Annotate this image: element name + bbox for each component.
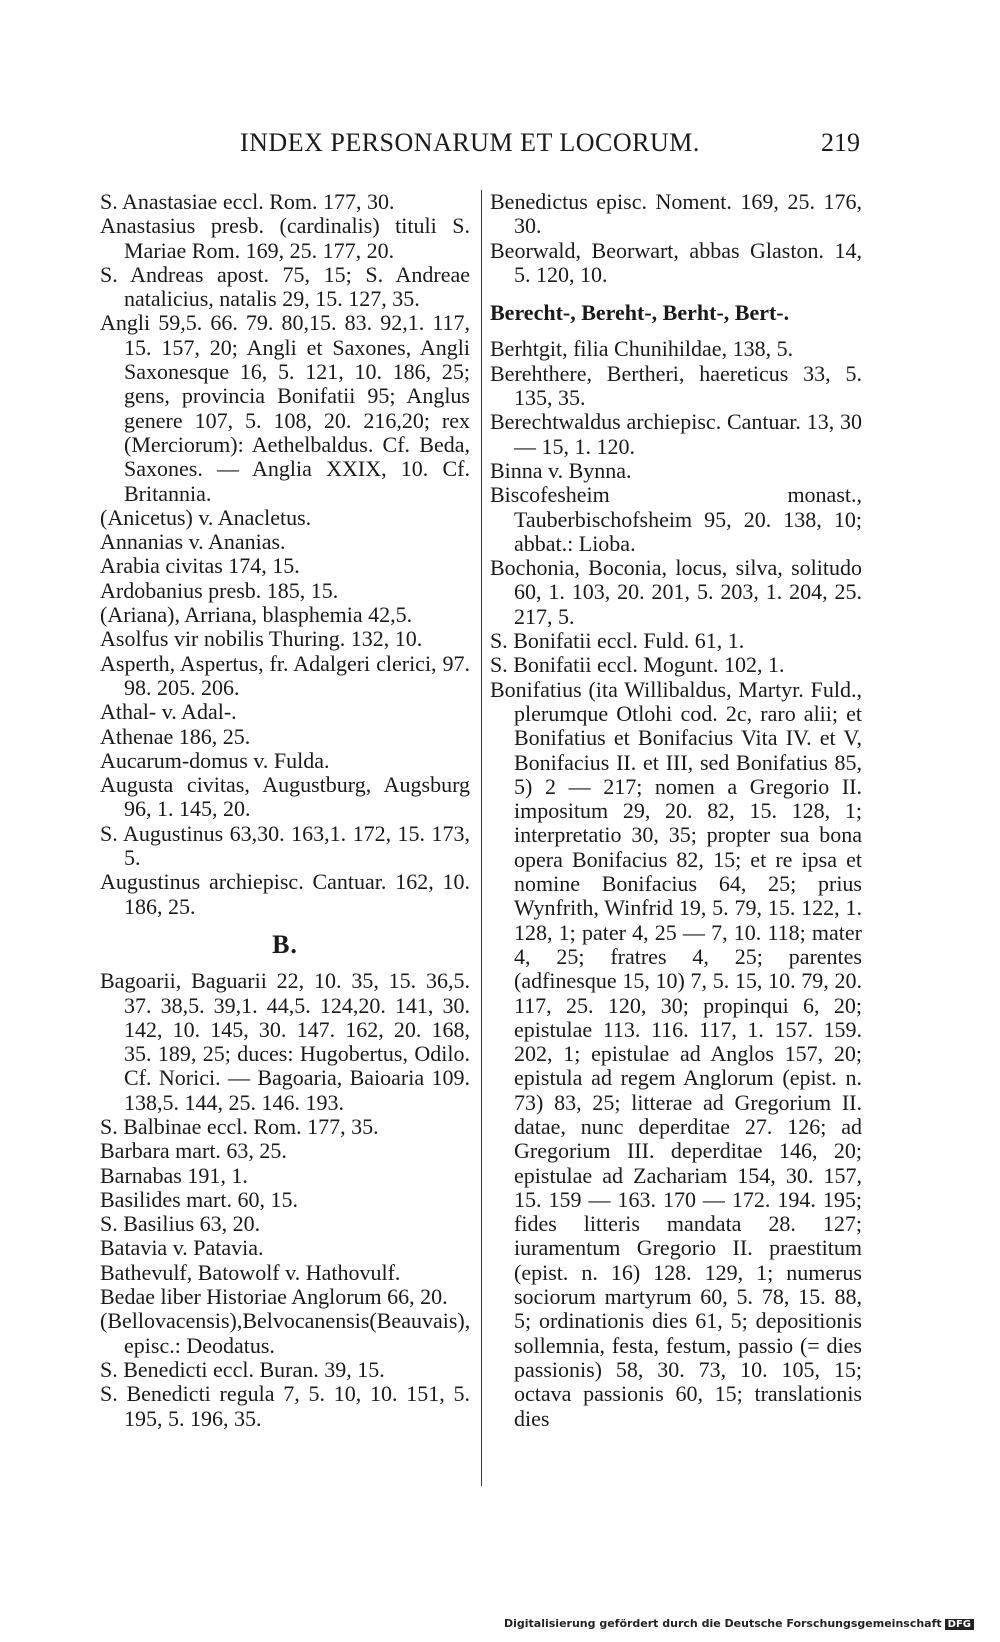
index-entry: Basilides mart. 60, 15. <box>100 1186 298 1212</box>
running-title: INDEX PERSONARUM ET LOCORUM. <box>240 128 700 157</box>
index-entry: Barbara mart. 63, 25. <box>100 1138 287 1164</box>
index-entry: Annanias v. Ananias. <box>100 529 286 555</box>
index-entry: Asolfus vir nobilis Thuring. 132, 10. <box>100 626 423 652</box>
index-entry: Barnabas 191, 1. <box>100 1162 248 1188</box>
index-entry: Angli 59,5. 66. 79. 80,15. 83. 92,1. 117, 15. 157, 20; Angli et Saxones, Angli Saxonesque 16, 5. 121, 10. 186, 25; gens, provincia Bonifatii 95; Anglus genere 107, 5. 108, 20. 216,20; rex (Merciorum): Aethelbaldus. Cf. Beda, Saxones. — Anglia XXIX, 10. Cf. Britannia. <box>100 310 470 506</box>
index-entry: Augustinus archiepisc. Cantuar. 162, 10. 186, 25. <box>100 869 470 919</box>
index-entry: Berehthere, Bertheri, haereticus 33, 5. 135, 35. <box>490 360 862 411</box>
footer-credit: Digitalisierung gefördert durch die Deutsche Forschungsgemeinschaft <box>503 1617 942 1630</box>
index-entry: Aucarum-domus v. Fulda. <box>100 747 330 773</box>
index-entry: Athal- v. Adal-. <box>100 699 237 725</box>
index-entry: Bonifatius (ita Willibaldus, Martyr. Fuld., plerumque Otlohi cod. 2c, raro alii; et Bonifatius et Bonifacius Vita IV. et V, Bonifacius II. et III, sed Bonifatius 85, 5) 2 — 217; nomen a Gregorio II. impositum 29, 20. 82, 15. 128, 1; interpretatio 30, 35; propter sua bona opera Bonifacius 82, 15; et re ipsa et nomine Bonifacius 64, 25; prius Wynfrith, Winfrid 19, 5. 79, 15. 122, 1. 128, 1; pater 4, 25 — 7, 10. 118; mater 4, 25; fratres 4, 25; parentes (adfinesque 15, 10) 7, 5. 15, 10. 79, 20. 117, 25. 120, 30; propinqui 6, 20; epistulae 113. 116. 117, 1. 157. 159. 202, 1; epistulae ad Anglos 157, 20; epistula ad regem Anglorum (epist. n. 73) 83, 25; litterae ad Gregorium II. datae, nunc deperditae 27. 126; ad Gregorium III. deperditae 146, 20; epistulae ad Zachariam 154, 30. 157, 15. 159 — 163. 170 — 172. 194. 195; fides litteris mandata 28. 127; iuramentum Gregorio II. praestitum (epist. n. 16) 128. 129, 1; numerus sociorum martyrum 60, 5. 78, 15. 88, 5; ordinationis dies 61, 5; depositionis sollemnia, festa, festum, passio (= dies passionis) 58, 30. 73, 10. 105, 15; octava passionis 60, 15; translationis dies <box>490 676 862 1431</box>
index-entry: Anastasius presb. (cardinalis) tituli S. Mariae Rom. 169, 25. 177, 20. <box>100 213 470 263</box>
index-entry: Berhtgit, filia Chunihildae, 138, 5. <box>490 336 794 362</box>
digitization-footer <box>504 1617 974 1630</box>
index-entry: S. Anastasiae eccl. Rom. 177, 30. <box>100 189 395 214</box>
index-entry: Bochonia, Boconia, locus, silva, solitudo 60, 1. 103, 20. 201, 5. 203, 1. 204, 25. 217, 5. <box>490 555 862 629</box>
section-letter: B. <box>272 929 298 959</box>
index-entry: S. Bonifatii eccl. Mogunt. 102, 1. <box>490 652 785 678</box>
index-entry: Bedae liber Historiae Anglorum 66, 20. <box>100 1284 448 1310</box>
index-entry: Bagoarii, Baguarii 22, 10. 35, 15. 36,5. 37. 38,5. 39,1. 44,5. 124,20. 141, 30. 142, 10. 145, 30. 147. 162, 20. 168, 35. 189, 25; duces: Hugobertus, Odilo. Cf. Norici. — Bagoaria, Baioaria 109. 138,5. 144, 25. 146. 193. <box>100 968 470 1115</box>
index-entry: S. Balbinae eccl. Rom. 177, 35. <box>100 1113 379 1139</box>
page-header <box>100 128 860 168</box>
index-entry: (Anicetus) v. Anacletus. <box>100 504 312 530</box>
index-entry: Ardobanius presb. 185, 15. <box>100 577 339 603</box>
page-number: 219 <box>821 128 860 157</box>
index-entry: Augusta civitas, Augustburg, Augsburg 96, 1. 145, 20. <box>100 772 470 822</box>
index-entry: S. Basilius 63, 20. <box>100 1211 261 1237</box>
index-entry: Berechtwaldus archiepisc. Cantuar. 13, 30 — 15, 1. 120. <box>490 409 862 459</box>
index-entry: Biscofesheim monast., Tauberbischofsheim 95, 20. 138, 10; abbat.: Lioba. <box>490 482 862 556</box>
index-entry: Bathevulf, Batowolf v. Hathovulf. <box>100 1259 401 1285</box>
index-entry: Binna v. Bynna. <box>490 457 632 483</box>
index-entry: Arabia civitas 174, 15. <box>100 553 300 579</box>
index-entry: Batavia v. Patavia. <box>100 1235 264 1261</box>
dfg-logo: DFG <box>945 1619 974 1630</box>
left-column <box>100 190 470 1431</box>
column-divider <box>481 190 482 1486</box>
index-entry: S. Bonifatii eccl. Fuld. 61, 1. <box>490 628 745 654</box>
index-entry: (Bellovacensis),Belvocanensis(Beauvais), episc.: Deodatus. <box>100 1308 471 1358</box>
index-entry: S. Benedicti eccl. Buran. 39, 15. <box>100 1356 385 1382</box>
index-entry: (Ariana), Arriana, blasphemia 42,5. <box>100 602 413 628</box>
index-entry: Asperth, Aspertus, fr. Adalgeri clerici, 97. 98. 205. 206. <box>100 650 470 700</box>
right-column <box>490 190 862 1431</box>
index-entry: S. Benedicti regula 7, 5. 10, 10. 151, 5. 195, 5. 196, 35. <box>100 1381 470 1431</box>
section-heading: Berecht-, Bereht-, Berht-, Bert-. <box>490 300 790 326</box>
index-entry: Benedictus episc. Noment. 169, 25. 176, 30. <box>490 189 862 239</box>
index-entry: Athenae 186, 25. <box>100 723 251 749</box>
index-entry: S. Andreas apost. 75, 15; S. Andreae natalicius, natalis 29, 15. 127, 35. <box>100 261 470 312</box>
index-entry: Beorwald, Beorwart, abbas Glaston. 14, 5. 120, 10. <box>490 237 862 287</box>
index-entry: S. Augustinus 63,30. 163,1. 172, 15. 173, 5. <box>100 820 470 871</box>
